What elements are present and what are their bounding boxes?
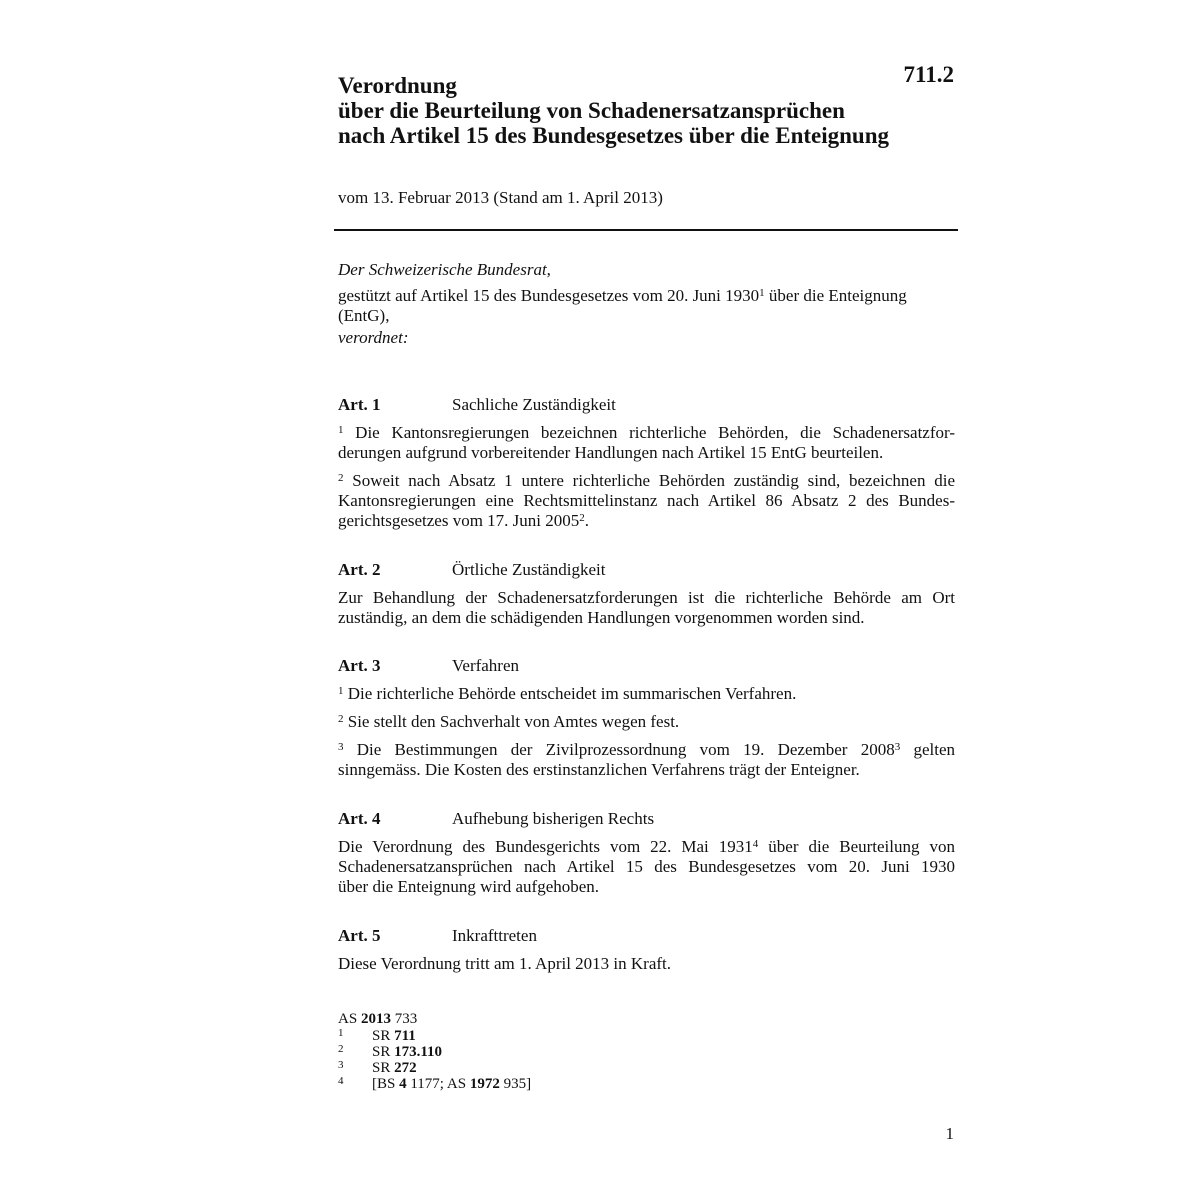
preamble-basis: gestützt auf Artikel 15 des Bundesgesetzes vom 20. Juni 1930$^1$ über die Enteignung xyxy=(338,286,907,305)
dateline: vom 13. Februar 2013 (Stand am 1. April 2013) xyxy=(338,188,663,207)
header-rule xyxy=(334,229,958,231)
paragraph: $^1$ Die richterliche Behörde entscheidet im summarischen Verfahren. xyxy=(338,684,797,703)
article-5 xyxy=(338,926,955,974)
footnote-number: 3 xyxy=(338,1059,344,1071)
paragraph: $^2$ Sie stellt den Sachverhalt von Amtes wegen fest. xyxy=(338,712,680,731)
footnote-ref[interactable]: 2 xyxy=(579,512,585,524)
article-number: Art. 4 xyxy=(338,809,381,828)
footnote: 4 [BS 4 1177; AS 1972 935] xyxy=(338,1075,532,1092)
paragraph-number: 1 xyxy=(338,424,344,436)
article-title: Örtliche Zuständigkeit xyxy=(452,560,606,579)
paragraph-number: 2 xyxy=(338,472,344,484)
article-3 xyxy=(338,656,955,780)
footnote: 2 SR 173.110 xyxy=(338,1043,443,1060)
paragraph: Die Verordnung des Bundesgerichts vom 22. Mai 1931$^4$ über die Beurteilung von Schadenersatzansprüchen nach Artikel 15 des Bundesgesetzes vom 20. Juni 1930 über die Enteignung wird aufgehoben. xyxy=(338,837,955,896)
footnotes xyxy=(338,1011,531,1092)
paragraph: Diese Verordnung tritt am 1. April 2013 in Kraft. xyxy=(338,954,672,973)
footnote: 1 SR 711 xyxy=(338,1027,416,1044)
sr-number: 711.2 xyxy=(903,62,954,87)
article-heading xyxy=(338,809,955,829)
footnote-ref[interactable]: 1 xyxy=(759,287,765,299)
official-collection-ref: AS 2013 733 xyxy=(338,1011,418,1027)
article-number: Art. 5 xyxy=(338,926,381,945)
paragraph: $^1$ Die Kantonsregierungen bezeichnen richterliche Behörden, die Schadenersatzfor- derungen aufgrund vorbereitender Handlungen nach Artikel 15 EntG beurteilen. xyxy=(338,423,955,462)
article-heading xyxy=(338,656,955,676)
paragraph-number: 2 xyxy=(338,713,344,725)
article-title: Sachliche Zuständigkeit xyxy=(452,395,616,414)
preamble-authority: Der Schweizerische Bundesrat, xyxy=(338,260,551,279)
title-line: über die Beurteilung von Schadenersatzansprüchen xyxy=(338,98,845,123)
document-title xyxy=(338,73,938,148)
article-title: Verfahren xyxy=(452,656,520,675)
article-heading xyxy=(338,395,955,415)
title-line: nach Artikel 15 des Bundesgesetzes über die Enteignung xyxy=(338,123,889,148)
footnote: 3 SR 272 xyxy=(338,1059,417,1076)
article-number: Art. 3 xyxy=(338,656,381,675)
article-heading xyxy=(338,560,955,580)
footnote-ref[interactable]: 4 xyxy=(752,838,759,850)
article-title: Aufhebung bisherigen Rechts xyxy=(452,809,655,828)
paragraph-number: 1 xyxy=(338,685,344,697)
footnote-number: 2 xyxy=(338,1043,344,1055)
paragraph: $^2$ Soweit nach Absatz 1 untere richterliche Behörden zuständig sind, bezeichnen die Kantonsregierungen eine Rechtsmittelinstanz nach Artikel 86 Absatz 2 des Bundes- gerichtsgesetzes vom 17. Juni 2005$^2$. xyxy=(338,471,955,530)
preamble-basis-line2: (EntG), xyxy=(338,306,390,325)
footnote-number: 4 xyxy=(338,1075,344,1087)
title-line: Verordnung xyxy=(338,73,457,98)
article-2 xyxy=(338,560,955,628)
article-number: Art. 1 xyxy=(338,395,381,414)
article-1 xyxy=(338,395,955,531)
article-4 xyxy=(338,809,955,897)
page-number: 1 xyxy=(945,1124,954,1143)
paragraph: Zur Behandlung der Schadenersatzforderungen ist die richterliche Behörde am Ort zuständig, an dem die schädigenden Handlungen vorgenommen worden sind. xyxy=(338,588,955,627)
footnote-ref[interactable]: 3 xyxy=(894,741,901,753)
preamble-decrees: verordnet: xyxy=(338,328,409,347)
paragraph-number: 3 xyxy=(338,741,344,753)
paragraph: $^3$ Die Bestimmungen der Zivilprozessordnung vom 19. Dezember 2008$^3$ gelten sinngemäss. Die Kosten des erstinstanzlichen Verfahrens trägt der Enteigner. xyxy=(338,740,955,779)
article-number: Art. 2 xyxy=(338,560,381,579)
preamble xyxy=(338,260,955,348)
article-title: Inkrafttreten xyxy=(452,926,537,945)
footnote-number: 1 xyxy=(338,1027,344,1039)
article-heading xyxy=(338,926,955,946)
